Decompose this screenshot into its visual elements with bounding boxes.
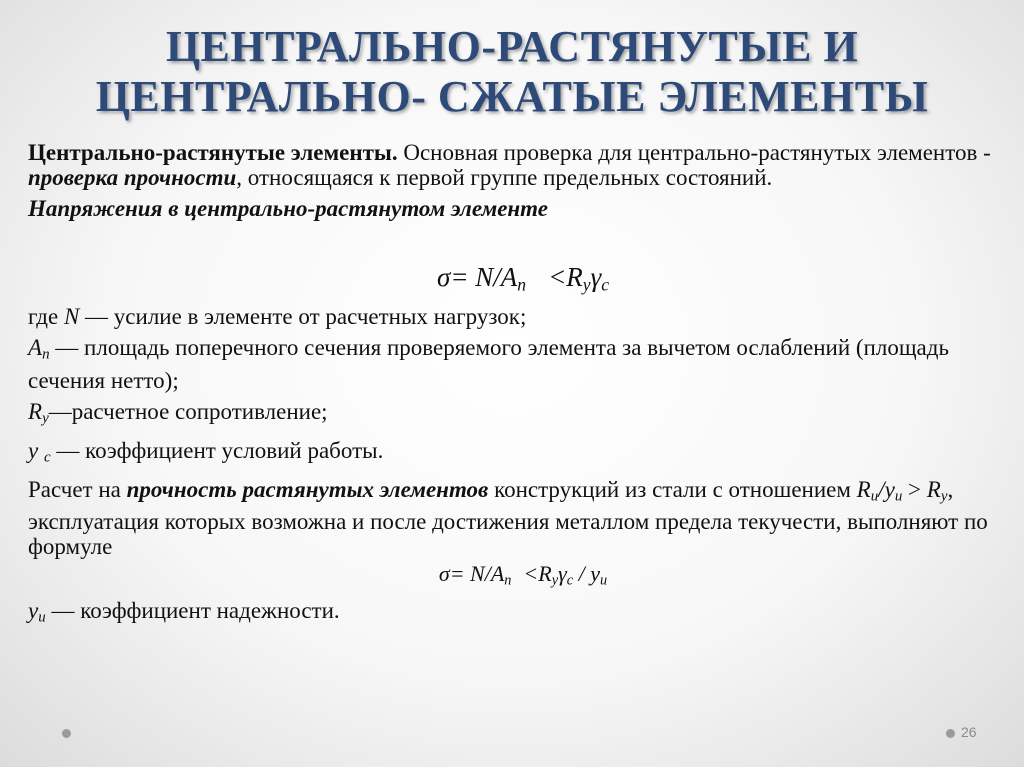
formula1-lhs: σ= N/A — [437, 262, 518, 292]
intro-text-b: , относящаяся к первой группе предельных состояний. — [236, 165, 773, 190]
formula2-lhs-sub: n — [504, 572, 512, 589]
page-number: 26 — [961, 724, 977, 740]
title-line-2: ЦЕНТРАЛЬНО- СЖАТЫЕ ЭЛЕМЕНТЫ — [95, 72, 929, 121]
def-yu-symbol: y — [28, 597, 39, 623]
p2-gt: > — [902, 476, 927, 502]
footer-dot-right — [946, 729, 955, 738]
p2-text-b: конструкций из стали с отношением — [488, 476, 857, 502]
def-r-symbol: R — [28, 399, 43, 425]
p2-yu-sub: u — [894, 488, 903, 505]
p2-ry: R — [926, 476, 941, 502]
def-y — [28, 438, 998, 471]
formula-stress — [28, 261, 998, 300]
def-y-text: — коэффициент условий работы. — [50, 437, 384, 463]
formula2-gamma-sub: c — [566, 572, 574, 589]
p2-slash: /y — [878, 476, 895, 502]
formula-strength — [28, 561, 998, 594]
formula2-gamma: γ — [558, 561, 567, 587]
def-n-text: — усилие в элементе от расчетных нагрузок; — [79, 304, 527, 330]
footer-dot-left — [62, 729, 71, 738]
def-yu-sub: u — [38, 609, 46, 626]
formula1-rhs-sub: y — [582, 274, 591, 295]
formula2-rhs: <R — [523, 561, 552, 587]
intro-text-a: Основная проверка для центрально-растянутых элементов - — [397, 140, 991, 165]
def-a-text: — площадь поперечного сечения проверяемого элемента за вычетом ослаблений (площадь сечения нетто); — [28, 335, 949, 394]
p2-text-c: эксплуатация которых возможна и после достижения металлом предела текучести, выполняют по формуле — [28, 509, 988, 560]
slide-title — [0, 22, 1024, 122]
formula1-lhs-sub: n — [517, 274, 527, 295]
formula1-gamma: γ — [590, 262, 602, 292]
formula2-lhs: σ= N/A — [438, 561, 505, 587]
formula1-rhs: <R — [548, 262, 583, 292]
def-y-symbol: y — [28, 437, 39, 463]
def-yu-text: — коэффициент надежности. — [45, 597, 340, 623]
p2-text-a: Расчет на — [28, 476, 127, 502]
def-n — [28, 304, 998, 329]
strength-paragraph — [28, 477, 998, 560]
intro-bold-lead: Центрально-растянутые элементы. — [28, 140, 398, 165]
p2-bold-italic: прочность растянутых элементов — [126, 476, 489, 502]
def-y-sub: c — [43, 449, 51, 466]
stress-heading: Напряжения в центрально-растянутом элементе — [28, 196, 548, 221]
intro-paragraph — [28, 140, 998, 190]
formula2-div-sub: u — [600, 572, 608, 589]
slide-body — [28, 140, 998, 631]
def-n-prefix: где — [28, 304, 64, 330]
def-n-symbol: N — [63, 304, 80, 330]
p2-comma: , — [947, 476, 954, 502]
title-line-1: ЦЕНТРАЛЬНО-РАСТЯНУТЫЕ И — [165, 22, 859, 71]
def-a — [28, 335, 998, 393]
intro-bold-italic: проверка прочности — [28, 165, 237, 190]
formula2-div: / y — [573, 561, 600, 587]
def-a-symbol: A — [28, 335, 43, 361]
def-a-sub: n — [42, 347, 50, 364]
formula1-gamma-sub: c — [601, 274, 609, 295]
formula2-rhs-sub: y — [551, 572, 559, 589]
def-r-sub: y — [42, 410, 49, 427]
def-r — [28, 399, 998, 432]
def-yu — [28, 598, 998, 631]
p2-ry-sub: y — [940, 488, 948, 505]
p2-ru-sub: u — [870, 488, 879, 505]
p2-ru: R — [856, 476, 871, 502]
def-r-text: —расчетное сопротивление; — [48, 399, 328, 425]
